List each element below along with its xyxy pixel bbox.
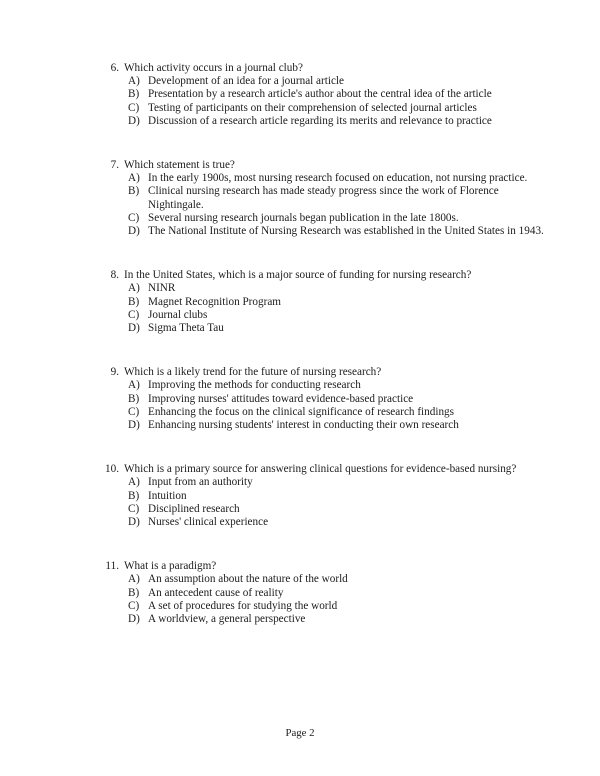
- question-stem: [98, 269, 550, 282]
- option-text: Sigma Theta Tau: [148, 322, 224, 335]
- question-block: [98, 463, 550, 529]
- option-text: A worldview, a general perspective: [148, 613, 306, 626]
- option-letter: D): [128, 225, 140, 238]
- question-block: [98, 159, 550, 238]
- answer-option: [128, 419, 550, 432]
- question-number: 10.: [105, 463, 119, 476]
- question-number: 9.: [110, 366, 119, 379]
- option-letter: A): [128, 379, 140, 392]
- question-list: [0, 62, 600, 657]
- option-text: Clinical nursing research has made steady progress since the work of Florence Nightingale.: [148, 185, 499, 211]
- answer-option: [128, 613, 550, 626]
- option-letter: C): [128, 308, 140, 321]
- option-letter: A): [128, 476, 140, 489]
- question-text: In the United States, which is a major source of funding for nursing research?: [124, 269, 472, 282]
- option-list: [128, 282, 550, 335]
- option-letter: A): [128, 75, 140, 88]
- question-block: [98, 560, 550, 626]
- option-list: [128, 172, 550, 238]
- option-text: A set of procedures for studying the world: [148, 599, 338, 612]
- option-letter: D): [128, 516, 140, 529]
- question-number: 8.: [110, 269, 119, 282]
- option-text: Input from an authority: [148, 476, 253, 489]
- question-text: What is a paradigm?: [124, 560, 217, 573]
- answer-option: [128, 600, 550, 613]
- option-text: An assumption about the nature of the world: [148, 573, 348, 586]
- question-text: Which statement is true?: [124, 159, 235, 172]
- answer-option: [128, 322, 550, 335]
- option-letter: C): [128, 405, 140, 418]
- answer-option: [128, 379, 550, 392]
- option-text: Presentation by a research article's author about the central idea of the article: [148, 88, 492, 101]
- option-letter: B): [128, 88, 140, 101]
- option-letter: B): [128, 185, 140, 198]
- option-text: Disciplined research: [148, 502, 240, 515]
- answer-option: [128, 75, 550, 88]
- question-number: 11.: [105, 560, 119, 573]
- answer-option: [128, 212, 550, 225]
- question-text: Which is a likely trend for the future of nursing research?: [124, 366, 382, 379]
- option-letter: C): [128, 599, 140, 612]
- option-text: Magnet Recognition Program: [148, 295, 281, 308]
- answer-option: [128, 476, 550, 489]
- option-letter: D): [128, 419, 140, 432]
- option-list: [128, 379, 550, 432]
- answer-option: [128, 102, 550, 115]
- answer-option: [128, 406, 550, 419]
- answer-option: [128, 185, 550, 211]
- option-text: Improving the methods for conducting research: [148, 379, 361, 392]
- answer-option: [128, 309, 550, 322]
- answer-option: [128, 573, 550, 586]
- answer-option: [128, 587, 550, 600]
- question-text: Which activity occurs in a journal club?: [124, 62, 303, 74]
- option-text: Nurses' clinical experience: [148, 516, 269, 529]
- option-letter: B): [128, 295, 140, 308]
- option-letter: C): [128, 502, 140, 515]
- option-text: In the early 1900s, most nursing research focused on education, not nursing practice.: [148, 172, 528, 185]
- option-text: Enhancing nursing students' interest in conducting their own research: [148, 419, 459, 432]
- option-letter: C): [128, 101, 140, 114]
- option-text: Several nursing research journals began publication in the late 1800s.: [148, 211, 459, 224]
- option-text: Testing of participants on their comprehension of selected journal articles: [148, 101, 477, 114]
- answer-option: [128, 503, 550, 516]
- question-stem: [98, 560, 550, 573]
- question-number: 6.: [110, 62, 119, 74]
- option-letter: B): [128, 489, 140, 502]
- option-text: Enhancing the focus on the clinical significance of research findings: [148, 405, 454, 418]
- question-text: Which is a primary source for answering clinical questions for evidence-based nursing?: [124, 463, 517, 476]
- option-letter: A): [128, 573, 140, 586]
- question-block: [98, 366, 550, 432]
- question-stem: [98, 62, 550, 75]
- question-stem: [98, 366, 550, 379]
- answer-option: [128, 490, 550, 503]
- option-list: [128, 75, 550, 128]
- answer-option: [128, 172, 550, 185]
- option-list: [128, 476, 550, 529]
- question-stem: [98, 463, 550, 476]
- option-letter: C): [128, 211, 140, 224]
- question-number: 7.: [110, 159, 119, 172]
- page-footer: Page 2: [285, 727, 315, 739]
- answer-option: [128, 115, 550, 128]
- option-letter: B): [128, 586, 140, 599]
- question-block: [98, 269, 550, 335]
- option-text: NINR: [148, 282, 176, 295]
- option-letter: D): [128, 322, 140, 335]
- option-letter: D): [128, 114, 140, 127]
- option-letter: D): [128, 613, 140, 626]
- question-stem: [98, 159, 550, 172]
- answer-option: [128, 516, 550, 529]
- option-letter: A): [128, 282, 140, 295]
- answer-option: [128, 282, 550, 295]
- option-text: An antecedent cause of reality: [148, 586, 284, 599]
- option-letter: A): [128, 172, 140, 185]
- option-text: Improving nurses' attitudes toward evidence-based practice: [148, 392, 414, 405]
- answer-option: [128, 88, 550, 101]
- answer-option: [128, 225, 550, 238]
- question-block: [98, 62, 550, 128]
- option-text: Development of an idea for a journal article: [148, 75, 345, 88]
- answer-option: [128, 296, 550, 309]
- option-text: The National Institute of Nursing Research was established in the United States in 1943.: [148, 225, 544, 238]
- option-list: [128, 573, 550, 626]
- option-text: Journal clubs: [148, 308, 208, 321]
- option-text: Intuition: [148, 489, 187, 502]
- option-letter: B): [128, 392, 140, 405]
- option-text: Discussion of a research article regarding its merits and relevance to practice: [148, 114, 492, 127]
- answer-option: [128, 393, 550, 406]
